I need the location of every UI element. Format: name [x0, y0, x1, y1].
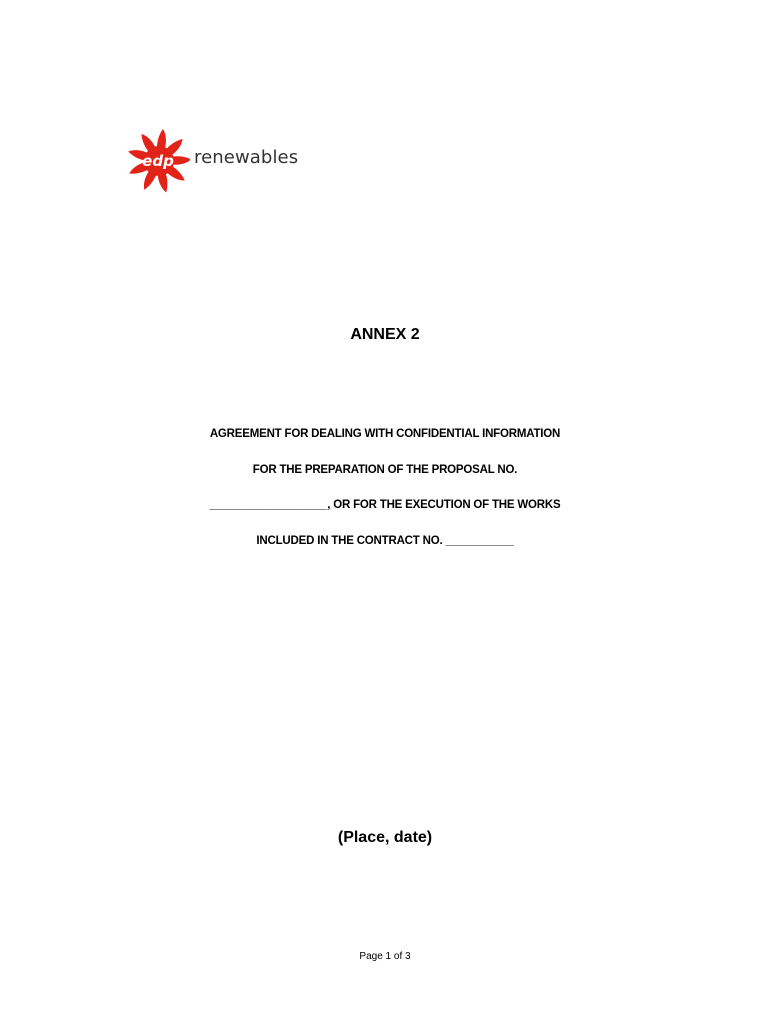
subtitle-line: ___________________, OR FOR THE EXECUTION OF THE WORKS — [209, 499, 561, 511]
subtitle-line: INCLUDED IN THE CONTRACT NO. ___________ — [256, 534, 514, 547]
page-number: Page 1 of 3 — [359, 951, 411, 962]
subtitle-line: FOR THE PREPARATION OF THE PROPOSAL NO. — [252, 463, 518, 476]
edp-logo-text: edp — [142, 152, 174, 170]
agreement-subtitle — [0, 424, 770, 566]
logo-wordmark: renewables — [194, 147, 299, 168]
subtitle-line: AGREEMENT FOR DEALING WITH CONFIDENTIAL INFORMATION — [209, 428, 561, 440]
place-date-heading: (Place, date) — [337, 829, 433, 846]
annex-title: ANNEX 2 — [350, 326, 420, 343]
edp-renewables-logo — [128, 128, 308, 194]
edp-flower-icon — [128, 128, 190, 194]
